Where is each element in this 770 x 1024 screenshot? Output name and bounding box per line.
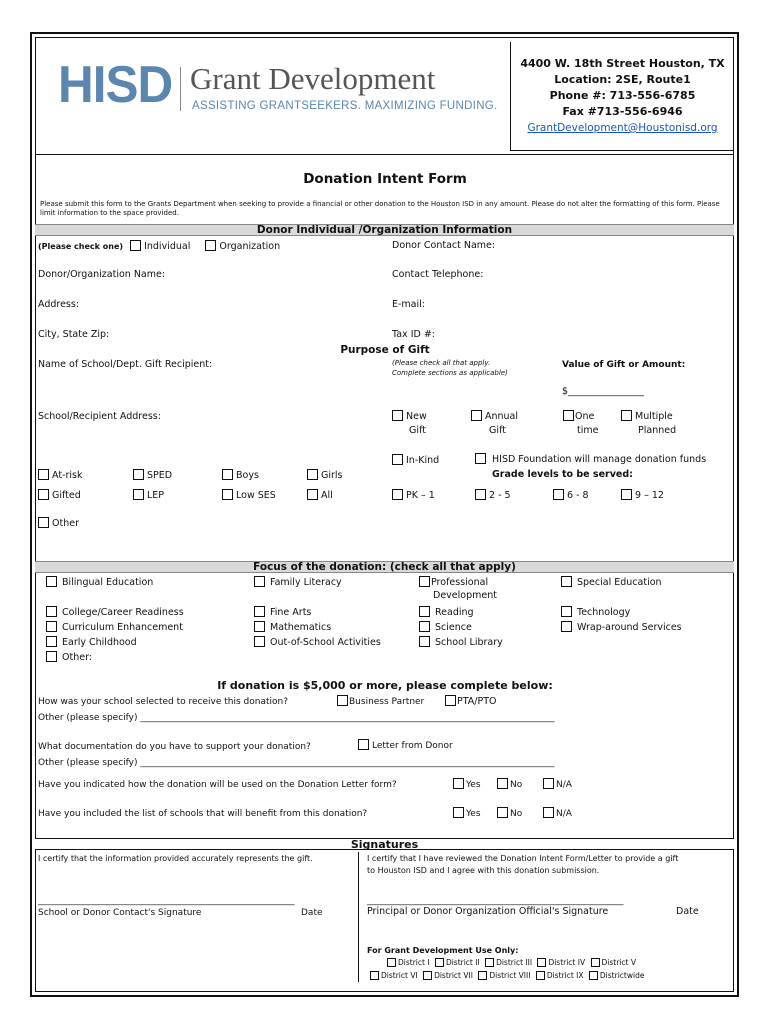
focus-special-education: Special Education xyxy=(561,576,662,589)
district-iv-checkbox[interactable] xyxy=(537,958,546,967)
logo-divider xyxy=(180,67,181,111)
header-divider xyxy=(35,154,734,155)
donor-contact-name-field[interactable]: Donor Contact Name: xyxy=(392,240,496,251)
grade-levels-heading: Grade levels to be served: xyxy=(492,469,633,480)
reading-checkbox[interactable] xyxy=(419,606,430,617)
right-date-label: Date xyxy=(676,906,699,917)
grant-use-only-label: For Grant Development Use Only: xyxy=(367,946,519,955)
focus-out-of-school: Out-of-School Activities xyxy=(254,636,381,649)
grade-9-12-option: 9 – 12 xyxy=(621,489,664,502)
large-donation-heading: If donation is $5,000 or more, please complete below: xyxy=(217,679,553,692)
lep-checkbox[interactable] xyxy=(133,489,144,500)
form-title: Donation Intent Form xyxy=(303,171,467,187)
science-checkbox[interactable] xyxy=(419,621,430,632)
schools-no-option: No xyxy=(497,807,522,820)
low-ses-option: Low SES xyxy=(222,489,276,502)
focus-professional: Professional xyxy=(419,576,488,589)
organization-checkbox[interactable] xyxy=(205,240,216,251)
out-of-school-checkbox[interactable] xyxy=(254,636,265,647)
one-time-option: One xyxy=(563,410,594,423)
district-ix-checkbox[interactable] xyxy=(536,971,545,980)
address-line-2: Location: 2SE, Route1 xyxy=(554,73,691,86)
annual-gift-label-2: Gift xyxy=(489,425,506,436)
district-iii-checkbox[interactable] xyxy=(485,958,494,967)
email-field[interactable]: E-mail: xyxy=(392,299,425,310)
grade-2-5-checkbox[interactable] xyxy=(475,489,486,500)
focus-other-checkbox[interactable] xyxy=(46,651,57,662)
documentation-other-field[interactable]: Other (please specify) ____________________________________________________________________________________________ xyxy=(38,758,555,768)
certify-left: I certify that the information provided accurately represents the gift. xyxy=(38,854,313,863)
districtwide-checkbox[interactable] xyxy=(589,971,598,980)
boys-checkbox[interactable] xyxy=(222,469,233,480)
organization-label: Organization xyxy=(219,241,281,252)
all-checkbox[interactable] xyxy=(307,489,318,500)
district-row-1: District I District II District III District IV District V xyxy=(387,957,636,969)
one-time-label-2: time xyxy=(577,425,599,436)
grade-6-8-checkbox[interactable] xyxy=(553,489,564,500)
focus-wrap-around: Wrap-around Services xyxy=(561,621,682,634)
signature-column-divider xyxy=(358,852,359,982)
hisd-logo: HISD xyxy=(58,56,173,114)
focus-other: Other: xyxy=(46,651,92,664)
district-vii-checkbox[interactable] xyxy=(423,971,432,980)
value-label: Value of Gift or Amount: xyxy=(562,360,686,370)
focus-curriculum: Curriculum Enhancement xyxy=(46,621,183,634)
usage-na-checkbox[interactable] xyxy=(543,778,554,789)
at-risk-checkbox[interactable] xyxy=(38,469,49,480)
focus-college-career: College/Career Readiness xyxy=(46,606,184,619)
logo-tagline: ASSISTING GRANTSEEKERS. MAXIMIZING FUNDING. xyxy=(192,100,498,112)
gifted-option: Gifted xyxy=(38,489,81,502)
annual-gift-checkbox[interactable] xyxy=(471,410,482,421)
address-field[interactable]: Address: xyxy=(38,299,80,310)
focus-technology: Technology xyxy=(561,606,630,619)
pta-option: PTA/PTO xyxy=(445,695,497,708)
new-gift-checkbox[interactable] xyxy=(392,410,403,421)
mathematics-checkbox[interactable] xyxy=(254,621,265,632)
grade-pk-1-checkbox[interactable] xyxy=(392,489,403,500)
address-line-1: 4400 W. 18th Street Houston, TX xyxy=(520,57,725,70)
sped-option: SPED xyxy=(133,469,172,482)
in-kind-checkbox[interactable] xyxy=(392,454,403,465)
early-childhood-checkbox[interactable] xyxy=(46,636,57,647)
schools-na-checkbox[interactable] xyxy=(543,807,554,818)
district-i-checkbox[interactable] xyxy=(387,958,396,967)
letter-from-donor-option: Letter from Donor xyxy=(358,739,453,752)
left-signature-label: School or Donor Contact's Signature xyxy=(38,908,202,918)
usage-yes-option: Yes xyxy=(453,778,481,791)
recipient-address-field[interactable]: School/Recipient Address: xyxy=(38,411,161,422)
individual-checkbox[interactable] xyxy=(130,240,141,251)
selection-other-field[interactable]: Other (please specify) ____________________________________________________________________________________________ xyxy=(38,713,555,723)
check-note-2: Complete sections as applicable) xyxy=(392,369,508,377)
sped-checkbox[interactable] xyxy=(133,469,144,480)
district-vi-checkbox[interactable] xyxy=(370,971,379,980)
bilingual-checkbox[interactable] xyxy=(46,576,57,587)
schools-no-checkbox[interactable] xyxy=(497,807,508,818)
multiple-checkbox[interactable] xyxy=(621,410,632,421)
certify-right-line-1: I certify that I have reviewed the Donation Intent Form/Letter to provide a gift xyxy=(367,854,679,863)
check-note-1: (Please check all that apply. xyxy=(392,359,491,367)
annual-gift-option: Annual xyxy=(471,410,518,423)
technology-checkbox[interactable] xyxy=(561,606,572,617)
college-career-checkbox[interactable] xyxy=(46,606,57,617)
grade-pk-1-option: PK – 1 xyxy=(392,489,435,502)
family-literacy-checkbox[interactable] xyxy=(254,576,265,587)
hisd-foundation-option: HISD Foundation will manage donation funds xyxy=(475,453,706,466)
left-signature-line[interactable]: _________________________________________________________ xyxy=(38,896,295,906)
usage-yes-checkbox[interactable] xyxy=(453,778,464,789)
letter-from-donor-checkbox[interactable] xyxy=(358,739,369,750)
address-box xyxy=(510,42,734,151)
form-instructions: Please submit this form to the Grants Department when seeking to provide a financial or other donation to the Houston ISD in any amount. Please do not alter the formatting of this form. Please limit information to the space provided. xyxy=(40,200,720,217)
hisd-foundation-checkbox[interactable] xyxy=(475,453,486,464)
schools-yes-option: Yes xyxy=(453,807,481,820)
right-signature-line[interactable]: _________________________________________________________ xyxy=(367,896,624,906)
documentation-question: What documentation do you have to support your donation? xyxy=(38,742,311,752)
lep-option: LEP xyxy=(133,489,164,502)
one-time-checkbox[interactable] xyxy=(563,410,574,421)
district-viii-checkbox[interactable] xyxy=(478,971,487,980)
grade-6-8-option: 6 - 8 xyxy=(553,489,589,502)
focus-mathematics: Mathematics xyxy=(254,621,331,634)
tax-id-field[interactable]: Tax ID #: xyxy=(392,329,435,340)
curriculum-checkbox[interactable] xyxy=(46,621,57,632)
usage-question: Have you indicated how the donation will be used on the Donation Letter form? xyxy=(38,780,397,790)
new-gift-label-2: Gift xyxy=(409,425,426,436)
other-student-checkbox[interactable] xyxy=(38,517,49,528)
donor-org-name-field[interactable]: Donor/Organization Name: xyxy=(38,269,166,280)
grade-2-5-option: 2 - 5 xyxy=(475,489,511,502)
schools-yes-checkbox[interactable] xyxy=(453,807,464,818)
schools-na-option: N/A xyxy=(543,807,572,820)
focus-school-library: School Library xyxy=(419,636,503,649)
focus-science: Science xyxy=(419,621,472,634)
usage-no-checkbox[interactable] xyxy=(497,778,508,789)
focus-section-heading: Focus of the donation: (check all that apply) xyxy=(35,561,734,573)
low-ses-checkbox[interactable] xyxy=(222,489,233,500)
district-v-checkbox[interactable] xyxy=(591,958,600,967)
professional-development-checkbox[interactable] xyxy=(419,576,430,587)
special-education-checkbox[interactable] xyxy=(561,576,572,587)
pta-checkbox[interactable] xyxy=(445,695,456,706)
usage-na-option: N/A xyxy=(543,778,572,791)
focus-family-literacy: Family Literacy xyxy=(254,576,342,589)
business-partner-option: Business Partner xyxy=(337,695,424,708)
email-link[interactable]: GrantDevelopment@Houstonisd.org xyxy=(527,122,718,134)
focus-reading: Reading xyxy=(419,606,474,619)
district-ii-checkbox[interactable] xyxy=(435,958,444,967)
focus-professional-line-2: Development xyxy=(433,590,497,601)
boys-option: Boys xyxy=(222,469,259,482)
donor-type-row xyxy=(38,240,280,253)
right-signature-label: Principal or Donor Organization Official's Signature xyxy=(367,906,609,917)
individual-label: Individual xyxy=(144,241,191,252)
donor-section-heading: Donor Individual /Organization Information xyxy=(35,224,734,236)
focus-fine-arts: Fine Arts xyxy=(254,606,311,619)
purpose-heading: Purpose of Gift xyxy=(340,344,430,356)
all-option: All xyxy=(307,489,333,502)
left-date-label: Date xyxy=(301,908,323,918)
multiple-option: Multiple xyxy=(621,410,673,423)
gifted-checkbox[interactable] xyxy=(38,489,49,500)
new-gift-option: New xyxy=(392,410,427,423)
certify-right-line-2: to Houston ISD and I agree with this donation submission. xyxy=(367,866,600,875)
logo-title: Grant Development xyxy=(190,61,436,96)
signatures-heading: Signatures xyxy=(35,838,734,850)
grade-9-12-checkbox[interactable] xyxy=(621,489,632,500)
wrap-around-checkbox[interactable] xyxy=(561,621,572,632)
city-state-zip-field[interactable]: City, State Zip: xyxy=(38,329,110,340)
focus-early-childhood: Early Childhood xyxy=(46,636,137,649)
focus-bilingual: Bilingual Education xyxy=(46,576,153,589)
schools-list-question: Have you included the list of schools that will benefit from this donation? xyxy=(38,809,368,819)
business-partner-checkbox[interactable] xyxy=(337,695,348,706)
selection-question: How was your school selected to receive this donation? xyxy=(38,697,288,707)
girls-checkbox[interactable] xyxy=(307,469,318,480)
fax-number: Fax #713-556-6946 xyxy=(562,105,683,118)
district-row-2: District VI District VII District VIII District IX Districtwide xyxy=(370,970,644,982)
value-input[interactable]: $________________ xyxy=(562,386,645,397)
at-risk-option: At-risk xyxy=(38,469,82,482)
contact-telephone-field[interactable]: Contact Telephone: xyxy=(392,269,484,280)
multiple-label-2: Planned xyxy=(638,425,677,436)
other-student-option: Other xyxy=(38,517,79,530)
fine-arts-checkbox[interactable] xyxy=(254,606,265,617)
recipient-name-field[interactable]: Name of School/Dept. Gift Recipient: xyxy=(38,359,213,370)
phone-number: Phone #: 713-556-6785 xyxy=(549,89,696,102)
usage-no-option: No xyxy=(497,778,522,791)
check-one-label: (Please check one) xyxy=(38,242,124,251)
in-kind-option: In-Kind xyxy=(392,454,439,467)
girls-option: Girls xyxy=(307,469,343,482)
school-library-checkbox[interactable] xyxy=(419,636,430,647)
